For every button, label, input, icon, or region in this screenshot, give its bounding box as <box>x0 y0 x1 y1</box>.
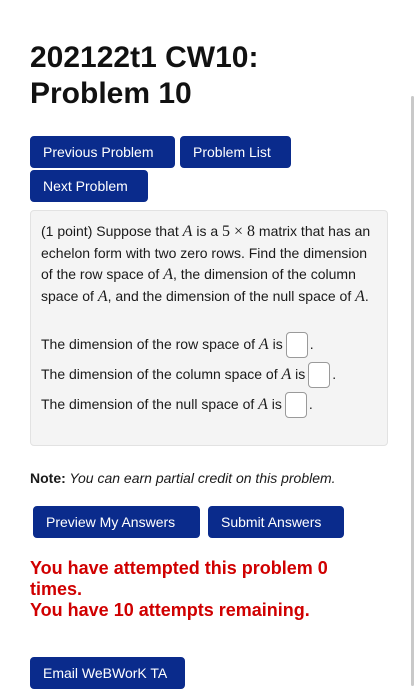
math-var-a: A <box>163 266 173 283</box>
row-space-input[interactable] <box>286 332 308 358</box>
submit-answers-button[interactable]: Submit Answers <box>208 506 344 538</box>
attempts-made: You have attempted this problem 0 times. <box>30 558 328 599</box>
title-line-2: Problem 10 <box>30 77 192 110</box>
math-dimensions: 5 × 8 <box>222 223 256 240</box>
next-problem-button[interactable]: Next Problem <box>30 170 148 202</box>
attempts-message <box>30 558 380 621</box>
preview-answers-button[interactable]: Preview My Answers <box>33 506 200 538</box>
partial-credit-note: Note: You can earn partial credit on this problem. <box>30 470 336 486</box>
problem-box <box>30 210 388 446</box>
row-space-answer-line: The dimension of the row space of A is . <box>41 329 377 359</box>
math-var-a: A <box>97 287 108 305</box>
math-var-a: A <box>355 287 365 305</box>
column-space-answer-line: The dimension of the column space of A is . <box>41 359 377 389</box>
attempts-remaining: You have 10 attempts remaining. <box>30 600 310 620</box>
answer-section <box>41 329 377 419</box>
math-var-a: A <box>182 223 193 240</box>
points-label: (1 point) <box>41 223 93 239</box>
page-title <box>30 40 258 112</box>
title-line-1: 202122t1 CW10: <box>30 41 259 74</box>
problem-statement: (1 point) Suppose that A is a 5 × 8 matrix that has an echelon form with two zero rows. Find the dimension of the row space of A, the dimension of the column space of A, and the dimension of the null space of A. <box>41 223 371 305</box>
column-space-input[interactable] <box>308 362 330 388</box>
page-scrollbar[interactable] <box>411 96 414 686</box>
null-space-input[interactable] <box>285 392 307 418</box>
previous-problem-button[interactable]: Previous Problem <box>30 136 175 168</box>
problem-list-button[interactable]: Problem List <box>180 136 291 168</box>
null-space-answer-line: The dimension of the null space of A is . <box>41 389 377 419</box>
email-ta-button[interactable]: Email WeBWorK TA <box>30 657 185 689</box>
